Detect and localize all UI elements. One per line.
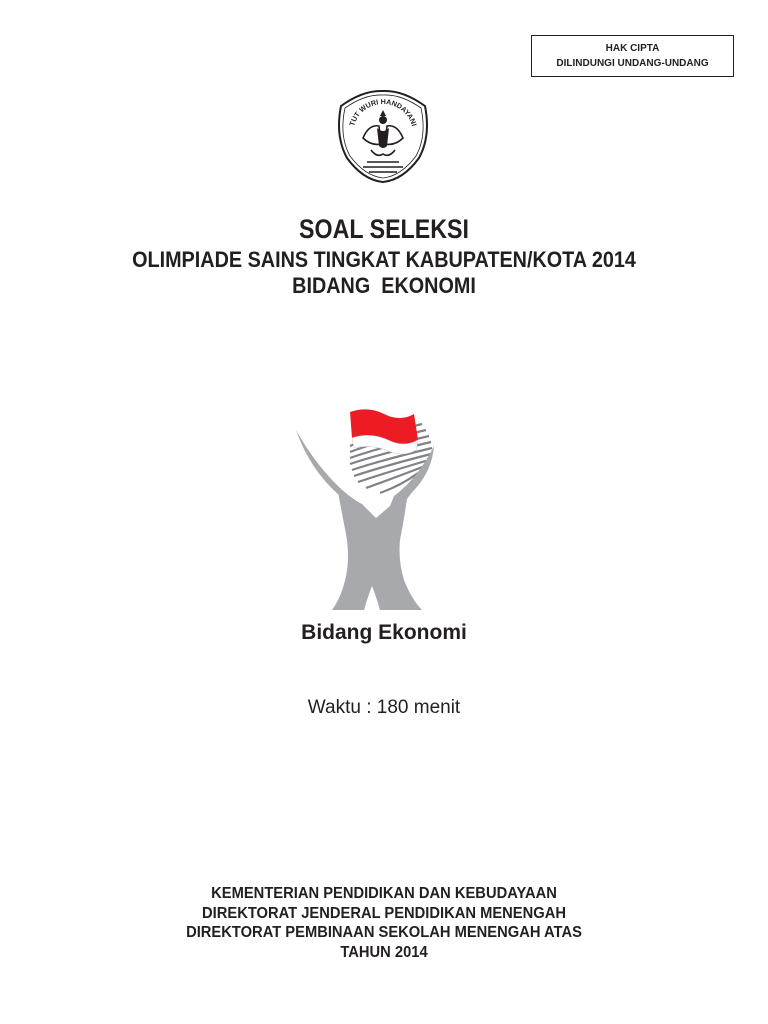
tut-wuri-handayani-emblem-icon: [333, 88, 433, 184]
subject-label: Bidang Ekonomi: [301, 621, 467, 644]
issuer-block: [0, 884, 768, 962]
copyright-box: [531, 35, 734, 77]
page-subtitle: OLIMPIADE SAINS TINGKAT KABUPATEN/KOTA 2014: [132, 247, 636, 272]
emblem-text: TUT WURI HANDAYANI: [347, 96, 419, 128]
page-title: SOAL SELEKSI: [299, 214, 469, 244]
copyright-line-2: DILINDUNGI UNDANG-UNDANG: [556, 58, 709, 69]
title-block: [0, 214, 768, 299]
copyright-line-1: HAK CIPTA: [605, 43, 660, 54]
page-field: BIDANG EKONOMI: [292, 273, 476, 298]
issuer-line-year: TAHUN 2014: [340, 943, 428, 961]
olympiad-mascot-flag-icon: [290, 400, 450, 614]
issuer-line-directorate-general: DIREKTORAT JENDERAL PENDIDIKAN MENENGAH: [202, 904, 566, 922]
duration-label: Waktu : 180 menit: [307, 697, 461, 718]
issuer-line-directorate: DIREKTORAT PEMBINAAN SEKOLAH MENENGAH ATAS: [186, 924, 582, 941]
issuer-line-ministry: KEMENTERIAN PENDIDIKAN DAN KEBUDAYAAN: [211, 885, 557, 902]
